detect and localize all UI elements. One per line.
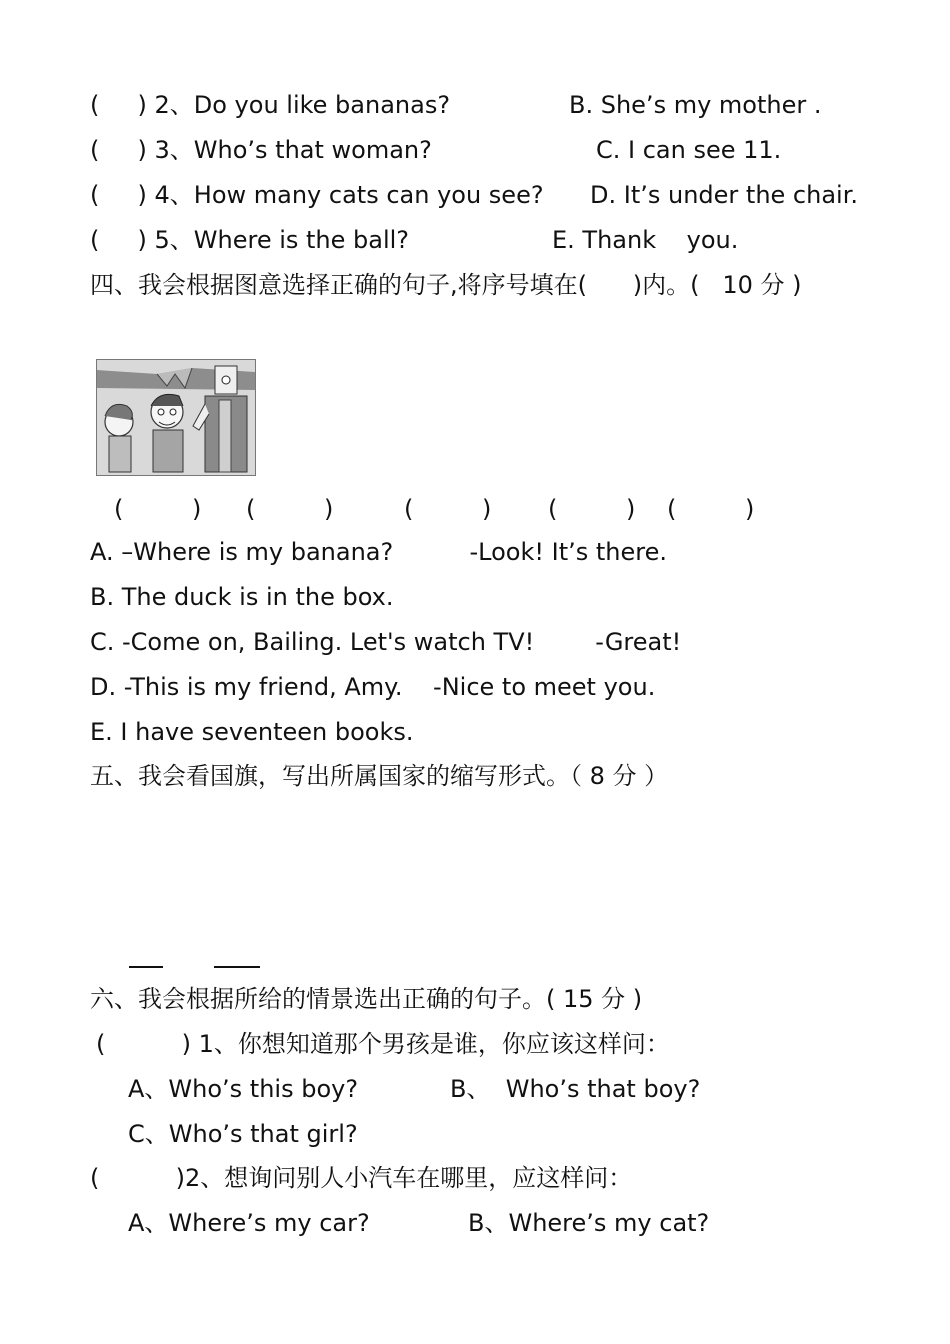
option-b: B. The duck is in the box.	[90, 583, 394, 611]
match-question-2: ( ) 2、Do you like bananas?	[90, 91, 451, 119]
match-question-4: ( ) 4、How many cats can you see?	[90, 181, 544, 209]
answer-bracket-1[interactable]: ( )	[114, 495, 202, 523]
section-5-title: 五、我会看国旗，写出所属国家的缩写形式。（ 8 分 ）	[90, 762, 669, 790]
question-1-option-b: B、 Who’s that boy?	[450, 1075, 701, 1103]
question-1: ( ) 1、你想知道那个男孩是谁，你应该这样问：	[96, 1030, 670, 1058]
answer-bracket-2[interactable]: ( )	[246, 495, 334, 523]
match-answer-d: D. It’s under the chair.	[590, 181, 858, 209]
match-answer-b: B. She’s my mother .	[569, 91, 822, 119]
option-c: C. -Come on, Bailing. Let's watch TV! -Great!	[90, 628, 682, 656]
option-e: E. I have seventeen books.	[90, 718, 414, 746]
question-2-option-b: B、Where’s my cat?	[468, 1209, 710, 1237]
answer-bracket-3[interactable]: ( )	[404, 495, 492, 523]
question-2-option-a: A、Where’s my car?	[128, 1209, 370, 1237]
match-question-3: ( ) 3、Who’s that woman?	[90, 136, 432, 164]
match-question-5: ( ) 5、Where is the ball?	[90, 226, 410, 254]
question-2: ( )2、想询问别人小汽车在哪里，应这样问：	[90, 1164, 633, 1192]
answer-bracket-5[interactable]: ( )	[667, 495, 755, 523]
option-d: D. -This is my friend, Amy. -Nice to meet you.	[90, 673, 656, 701]
answer-blank-2[interactable]	[214, 966, 260, 968]
question-1-option-c: C、Who’s that girl?	[128, 1120, 358, 1148]
section-4-title: 四、我会根据图意选择正确的句子,将序号填在( )内。( 10 分 )	[90, 271, 802, 299]
match-answer-e: E. Thank you.	[552, 226, 739, 254]
section-6-title: 六、我会根据所给的情景选出正确的句子。( 15 分 )	[90, 985, 643, 1013]
option-a: A. –Where is my banana? -Look! It’s there.	[90, 538, 668, 566]
answer-blank-1[interactable]	[129, 966, 163, 968]
cartoon-illustration	[96, 359, 256, 476]
answer-bracket-4[interactable]: ( )	[548, 495, 636, 523]
match-answer-c: C. I can see 11.	[596, 136, 782, 164]
question-1-option-a: A、Who’s this boy?	[128, 1075, 359, 1103]
